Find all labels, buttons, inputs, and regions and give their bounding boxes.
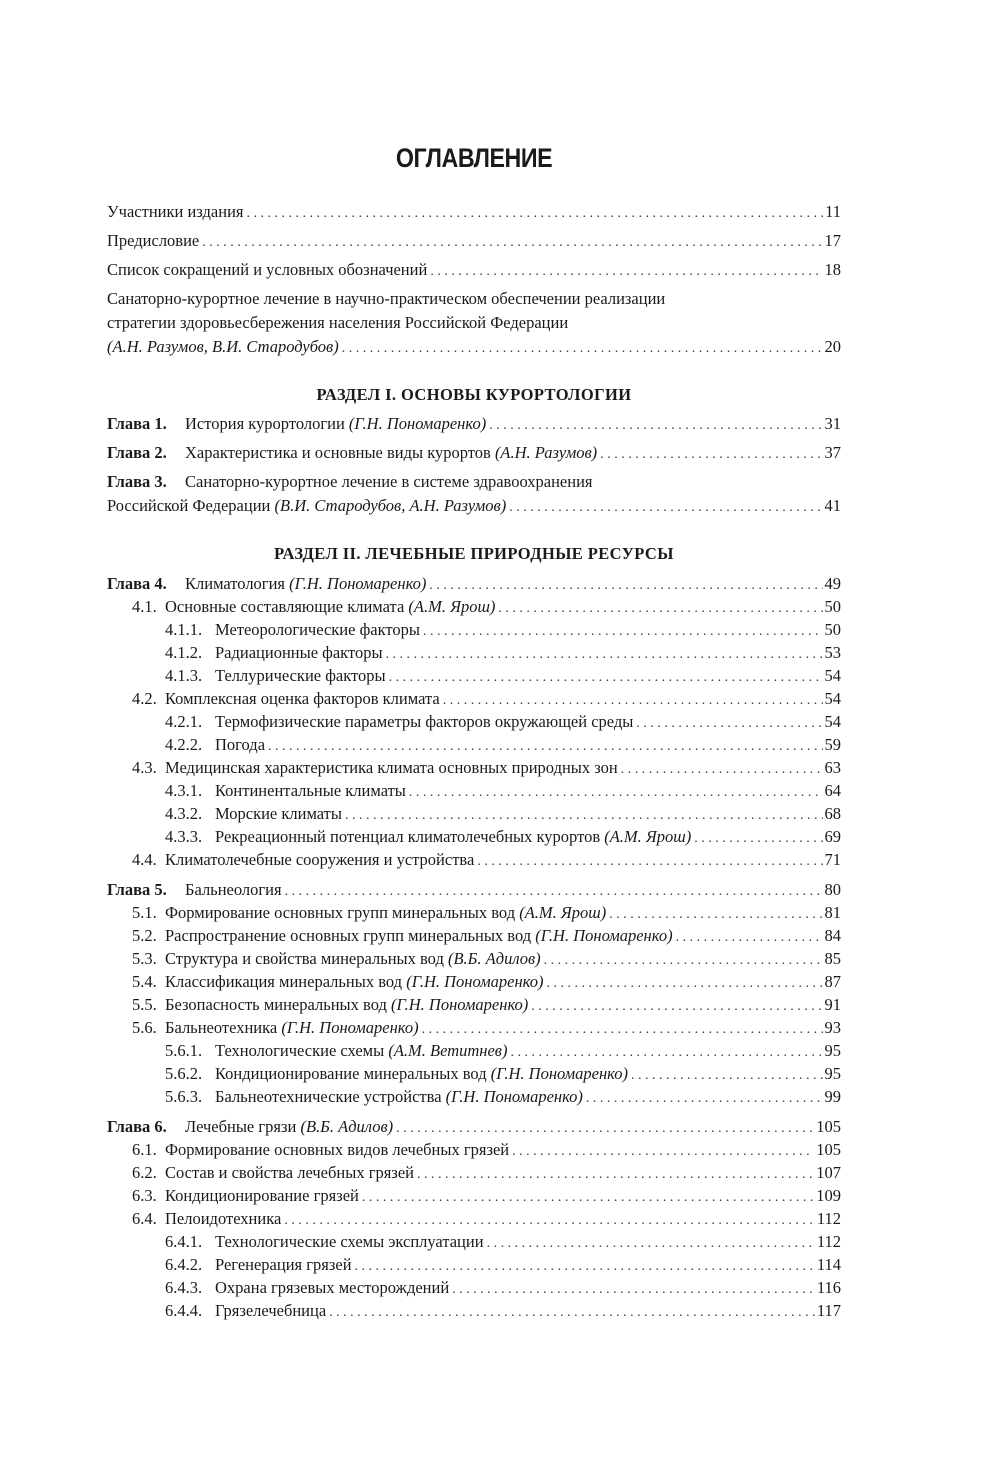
toc-entry[interactable] (107, 1016, 841, 1040)
toc-entry[interactable] (107, 1299, 841, 1323)
section-number: 5.4. (132, 972, 157, 991)
toc-entry-page: 59 (824, 735, 841, 754)
toc-entry[interactable] (107, 641, 841, 665)
toc-entry-authors: (В.Б. Адилов) (300, 1117, 394, 1136)
toc-entry-label: Климатология (185, 574, 285, 593)
toc-entry-authors: (А.М. Ярош) (604, 827, 692, 846)
section-number: 5.6. (132, 1018, 157, 1037)
section-number: 4.1. (132, 597, 157, 616)
chapter-number: Глава 4. (107, 574, 167, 593)
section-number: 4.1.2. (165, 643, 203, 662)
toc-chapter[interactable] (107, 572, 841, 596)
section-number: 4.2. (132, 689, 157, 708)
section-number: 4.1.1. (165, 620, 203, 639)
toc-entry-label: Формирование основных видов лечебных грязей (165, 1140, 510, 1159)
toc-entry-line: стратегии здоровьесбережения населения Российской Федерации (107, 313, 569, 332)
toc-entry-page: 87 (824, 972, 841, 991)
toc-entry-page: 49 (824, 574, 841, 593)
toc-entry-page: 20 (824, 337, 841, 356)
toc-entry-page: 107 (816, 1163, 841, 1182)
toc-entry[interactable] (107, 258, 841, 282)
toc-entry-label: Технологические схемы эксплуатации (215, 1232, 484, 1251)
toc-chapter[interactable] (107, 1115, 841, 1139)
toc-entry-page: 17 (824, 231, 841, 250)
toc-entry-page: 54 (824, 666, 841, 685)
section-number: 4.3.3. (165, 827, 203, 846)
toc-entry-label: Пелоидотехника (165, 1209, 282, 1228)
toc-entry-page: 37 (824, 443, 841, 462)
toc-entry-authors: (А.Н. Разумов) (494, 443, 598, 462)
section-number: 5.5. (132, 995, 157, 1014)
toc-entry-label: Погода (215, 735, 266, 754)
toc-entry[interactable] (107, 1207, 841, 1231)
toc-entry-label: Лечебные грязи (185, 1117, 297, 1136)
toc-entry-page: 31 (824, 414, 841, 433)
section-number: 6.4. (132, 1209, 157, 1228)
toc-entry-label: Теллурические факторы (215, 666, 386, 685)
toc-entry-label: Предисловие (107, 231, 200, 250)
toc-entry-authors: (Г.Н. Пономаренко) (289, 574, 427, 593)
toc-entry-page: 112 (816, 1232, 841, 1251)
toc-entry-label: Радиационные факторы (215, 643, 383, 662)
section-heading: РАЗДЕЛ II. ЛЕЧЕБНЫЕ ПРИРОДНЫЕ РЕСУРСЫ (274, 544, 674, 563)
page-title: ОГЛАВЛЕНИЕ (395, 143, 553, 173)
section-number: 4.3.1. (165, 781, 203, 800)
toc-chapter[interactable] (107, 494, 841, 518)
section-number: 6.2. (132, 1163, 157, 1182)
toc-entry-page: 112 (816, 1209, 841, 1228)
toc-entry-page: 54 (824, 712, 841, 731)
toc-entry-label: Список сокращений и условных обозначений (107, 260, 428, 279)
toc-entry-label: Характеристика и основные виды курортов (185, 443, 491, 462)
toc-entry-label: Основные составляющие климата (165, 597, 405, 616)
section-number: 5.6.3. (165, 1087, 203, 1106)
toc-entry-authors: (А.М. Ярош) (408, 597, 496, 616)
toc-entry-page: 18 (824, 260, 841, 279)
toc-entry-line: Санаторно-курортное лечение в научно-практическом обеспечении реализации (107, 289, 666, 308)
toc-entry-authors: (Г.Н. Пономаренко) (406, 972, 544, 991)
toc-entry-label: Российской Федерации (107, 496, 271, 515)
toc-entry-page: 95 (824, 1064, 841, 1083)
chapter-number: Глава 6. (107, 1117, 167, 1136)
toc-entry-authors: (В.Б. Адилов) (447, 949, 541, 968)
toc-entry-page: 68 (824, 804, 841, 823)
toc-entry-label: Бальнеология (185, 880, 282, 899)
toc-entry-label: Медицинская характеристика климата основных природных зон (165, 758, 618, 777)
toc-entry-label: Бальнеотехника (165, 1018, 278, 1037)
toc-entry-label: Безопасность минеральных вод (165, 995, 387, 1014)
toc-entry-label: Рекреационный потенциал климатолечебных курортов (215, 827, 601, 846)
section-number: 6.4.3. (165, 1278, 203, 1297)
section-number: 4.2.1. (165, 712, 203, 731)
toc-entry-label: Кондиционирование минеральных вод (215, 1064, 487, 1083)
toc-entry[interactable] (107, 802, 841, 826)
toc-entry-authors: (Г.Н. Пономаренко) (445, 1087, 583, 1106)
toc-entry-authors: (А.М. Ветитнев) (388, 1041, 508, 1060)
toc-entry[interactable] (107, 1039, 841, 1063)
toc-entry-page: 105 (816, 1140, 841, 1159)
toc-entry-label: Морские климаты (215, 804, 342, 823)
toc-entry-page: 117 (816, 1301, 841, 1320)
chapter-number: Глава 3. (107, 472, 167, 491)
toc-entry-label: Комплексная оценка факторов климата (165, 689, 440, 708)
toc-entry-page: 105 (816, 1117, 841, 1136)
toc-chapter[interactable] (107, 412, 841, 436)
toc-entry-label: История курортологии (185, 414, 345, 433)
toc-entry-page: 85 (824, 949, 841, 968)
toc-entry[interactable] (107, 1085, 841, 1109)
chapter-number: Глава 5. (107, 880, 167, 899)
toc-entry-page: 71 (824, 850, 841, 869)
toc-entry-label: Климатолечебные сооружения и устройства (165, 850, 475, 869)
toc-entry-label: Санаторно-курортное лечение в системе здравоохранения (185, 472, 593, 491)
toc-entry[interactable] (107, 1184, 841, 1208)
toc-entry-page: 50 (824, 597, 841, 616)
toc-entry[interactable] (107, 993, 841, 1017)
toc-entry[interactable] (107, 779, 841, 803)
toc-entry[interactable] (107, 1230, 841, 1254)
toc-entry[interactable] (107, 229, 841, 253)
toc-entry-page: 41 (824, 496, 841, 515)
toc-entry[interactable] (107, 1253, 841, 1277)
toc-entry[interactable] (107, 595, 841, 619)
toc-chapter-line[interactable] (107, 470, 841, 494)
section-number: 4.1.3. (165, 666, 203, 685)
toc-entry-page: 91 (824, 995, 841, 1014)
toc-entry-page: 93 (824, 1018, 841, 1037)
toc-chapter[interactable] (107, 878, 841, 902)
toc-entry-label: Технологические схемы (215, 1041, 385, 1060)
toc-entry-label: Распространение основных групп минеральных вод (165, 926, 532, 945)
toc-entry-label: Формирование основных групп минеральных вод (165, 903, 516, 922)
toc-entry-page: 64 (824, 781, 841, 800)
toc-entry-label: Континентальные климаты (215, 781, 406, 800)
toc-entry[interactable] (107, 1062, 841, 1086)
toc-entry-label: Состав и свойства лечебных грязей (165, 1163, 414, 1182)
toc-entry-authors: (Г.Н. Пономаренко) (281, 1018, 419, 1037)
toc-entry-label: Регенерация грязей (215, 1255, 352, 1274)
toc-entry-page: 84 (824, 926, 841, 945)
toc-entry[interactable] (107, 664, 841, 688)
toc-entry-page: 99 (824, 1087, 841, 1106)
section-number: 6.4.1. (165, 1232, 203, 1251)
toc-entry-page: 11 (825, 202, 841, 221)
toc-entry-page: 69 (824, 827, 841, 846)
toc-entry-label: Метеорологические факторы (215, 620, 420, 639)
toc-entry[interactable] (107, 1138, 841, 1162)
toc-entry-label: Кондиционирование грязей (165, 1186, 359, 1205)
section-number: 4.3. (132, 758, 157, 777)
section-number: 5.2. (132, 926, 157, 945)
toc-entry-label: Классификация минеральных вод (165, 972, 403, 991)
toc-entry[interactable] (107, 733, 841, 757)
chapter-number: Глава 2. (107, 443, 167, 462)
toc-entry[interactable] (107, 947, 841, 971)
toc-entry[interactable] (107, 1276, 841, 1300)
toc-entry-authors: (Г.Н. Пономаренко) (391, 995, 529, 1014)
toc-entry-label: Охрана грязевых месторождений (215, 1278, 450, 1297)
toc-entry[interactable] (107, 200, 841, 224)
toc-entry-label: Термофизические параметры факторов окружающей среды (215, 712, 634, 731)
toc-entry-label: Участники издания (107, 202, 244, 221)
toc-entry[interactable] (107, 848, 841, 872)
toc-entry-label: Структура и свойства минеральных вод (165, 949, 444, 968)
toc-entry[interactable] (107, 924, 841, 948)
toc-entry-page: 63 (824, 758, 841, 777)
toc-chapter[interactable] (107, 441, 841, 465)
toc-entry-authors: (В.И. Стародубов, А.Н. Разумов) (274, 496, 507, 515)
section-number: 6.1. (132, 1140, 157, 1159)
toc-entry-page: 109 (816, 1186, 841, 1205)
toc-entry[interactable] (107, 618, 841, 642)
toc-entry-page: 80 (824, 880, 841, 899)
section-number: 5.3. (132, 949, 157, 968)
toc-entry[interactable] (107, 970, 841, 994)
section-heading: РАЗДЕЛ I. ОСНОВЫ КУРОРТОЛОГИИ (316, 385, 632, 404)
section-number: 5.6.1. (165, 1041, 203, 1060)
section-number: 4.3.2. (165, 804, 203, 823)
toc-entry-page: 53 (824, 643, 841, 662)
section-number: 6.3. (132, 1186, 157, 1205)
section-number: 5.6.2. (165, 1064, 203, 1083)
toc-entry-label: Грязелечебница (215, 1301, 327, 1320)
toc-entry[interactable] (107, 901, 841, 925)
section-number: 5.1. (132, 903, 157, 922)
toc-entry[interactable] (107, 335, 841, 359)
toc-entry-label: Бальнеотехнические устройства (215, 1087, 442, 1106)
toc-entry-page: 50 (824, 620, 841, 639)
toc-entry-page: 54 (824, 689, 841, 708)
toc-entry[interactable] (107, 1161, 841, 1185)
toc-entry-page: 114 (816, 1255, 841, 1274)
toc-entry-authors: (Г.Н. Пономаренко) (490, 1064, 629, 1083)
toc-entry-authors: (Г.Н. Пономаренко) (535, 926, 673, 945)
toc-entry-page: 95 (824, 1041, 841, 1060)
section-number: 4.2.2. (165, 735, 203, 754)
section-number: 6.4.2. (165, 1255, 203, 1274)
toc-entry-authors: (А.М. Ярош) (519, 903, 607, 922)
toc-entry[interactable] (107, 687, 841, 711)
toc-entry-authors: (Г.Н. Пономаренко) (348, 414, 487, 433)
section-number: 6.4.4. (165, 1301, 203, 1320)
toc-entry-authors: (А.Н. Разумов, В.И. Стародубов) (107, 337, 339, 356)
toc-entry[interactable] (107, 756, 841, 780)
toc-entry[interactable] (107, 710, 841, 734)
toc-entry-page: 116 (816, 1278, 841, 1297)
chapter-number: Глава 1. (107, 414, 167, 433)
section-number: 4.4. (132, 850, 157, 869)
toc-entry[interactable] (107, 825, 841, 849)
toc-entry-page: 81 (824, 903, 841, 922)
